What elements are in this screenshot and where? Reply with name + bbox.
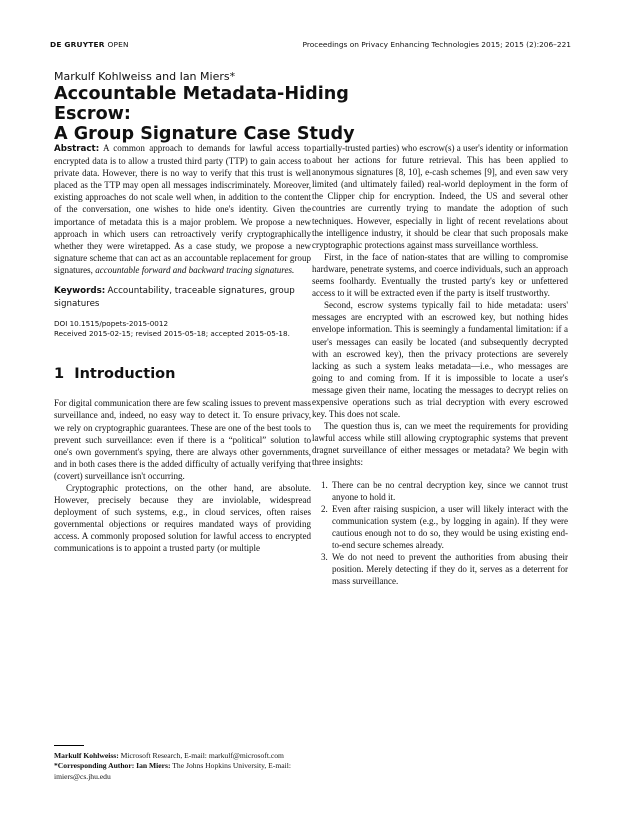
received-dates: Received 2015-02-15; revised 2015-05-18; accepted 2015-05-18.	[54, 329, 290, 339]
insights-list	[312, 479, 568, 588]
footnote-2-text: The Johns Hopkins University, E-mail: imiers@cs.jhu.edu	[54, 761, 291, 781]
footnote-1-text: Microsoft Research, E-mail: markulf@microsoft.com	[120, 751, 284, 760]
intro-paragraph-1: For digital communication there are few scaling issues to prevent mass surveillance and, indeed, no easy way to detect it. To ensure privacy, we rely on cryptographic guarantees. These are one of the best tools to prevent such surveillance: even if there is a “political” solution to one's own government's spying, there are always other governments, and in both cases there is the added difficulty of actually verifying that (covert) surveillance isn't occurring.	[54, 398, 311, 481]
list-item: 2. Even after raising suspicion, a user will likely interact with the communication system (e.g., by logging in again). If they were cautious enough not to do so, they would be using existing end-to-end secure schemes already.	[330, 503, 568, 551]
publisher-light: OPEN	[107, 40, 129, 49]
section-title: Introduction	[74, 366, 176, 383]
running-header	[50, 40, 571, 52]
right-column	[312, 142, 568, 587]
publisher-bold: DE GRUYTER	[50, 40, 105, 49]
title-line-2: A Group Signature Case Study	[54, 124, 355, 144]
intro-paragraph-2: Cryptographic protections, on the other hand, are absolute. However, precisely because they are inviolable, widespread deployment of such systems, e.g., in cloud services, often raises governmental objections or requires mandated ways of providing access. A commonly proposed solution for lawful access to encrypted communications is to appoint a trusted party (or multiple	[54, 482, 311, 554]
footnotes	[54, 751, 311, 782]
right-paragraph-2: First, in the face of nation-states that are willing to compromise hardware, penetrate systems, and coerce individuals, such an approach seems foolhardy. Eventually the trusted party's key or unfettered access to it will be extracted even if the party is itself trustworthy.	[312, 251, 568, 299]
paper-title	[54, 84, 414, 144]
journal-citation: Proceedings on Privacy Enhancing Technologies 2015; 2015 (2):206–221	[302, 40, 571, 49]
author-line: Markulf Kohlweiss and Ian Miers*	[54, 70, 236, 83]
footnote-1	[54, 751, 311, 761]
keywords	[54, 285, 311, 310]
keywords-text: Accountability, traceable signatures, group signatures	[54, 286, 295, 309]
publisher-name	[50, 40, 129, 49]
section-number: 1	[54, 366, 65, 383]
section-heading-introduction	[54, 366, 311, 383]
right-paragraph-3: Second, escrow systems typically fail to hide metadata: users' messages are encrypted with an escrowed key, but nothing hides envelope information. This is seemingly a fundamental limitation: if a user's messages can easily be located (and subsequently decrypted with an escrowed key), then the privacy protections are severely lacking as such a system leaks metadata—i.e., who messages are going to and coming from. If it is impossible to locate a user's message given their name, locating the messages to decrypt relies on expensive operations such as trial decryption with every escrowed key. This does not scale.	[312, 300, 568, 420]
footnote-2-name: *Corresponding Author: Ian Miers:	[54, 761, 171, 771]
title-line-1: Accountable Metadata-Hiding Escrow:	[54, 84, 349, 124]
keywords-label: Keywords:	[54, 286, 106, 297]
abstract-label: Abstract:	[54, 144, 100, 154]
right-paragraph-1: partially-trusted parties) who escrow(s) a user's identity or information about her actions for future retrieval. This has been applied to anonymous signatures [8, 10], e-cash schemes [9], and even saw very limited (and ultimately failed) real-world deployment in the form of the Clipper chip for encryption. Indeed, the US and several other countries are currently trying to mandate the adoption of such techniques. However, especially in light of recent revelations about the intelligence industry, it should be clear that such proposals make cryptographic protections against mass surveillance worthless.	[312, 143, 568, 250]
footnote-2	[54, 761, 311, 782]
abstract-text: A common approach to demands for lawful access to encrypted data is to allow a trusted third party (TTP) to gain access to private data. However, there is no way to verify that this trust is well placed as the TTP may open all messages indiscriminately. Moreover, existing approaches do not scale well when, in addition to the content of the conversation, one wishes to hide one's identity. Given the importance of metadata this is a major problem. We propose a new approach in which users can retroactively verify cryptographically whether they were wiretapped. As a case study, we propose a new signature scheme that can act as an accountable replacement for group signatures,	[54, 143, 312, 275]
doi: DOI 10.1515/popets-2015-0012	[54, 319, 169, 329]
right-paragraph-4: The question thus is, can we meet the requirements for providing lawful access while still allowing cryptographic systems that prevent dragnet surveillance of either messages or metadata? We begin with three insights:	[312, 421, 568, 468]
footnote-1-name: Markulf Kohlweiss:	[54, 751, 119, 760]
abstract	[54, 142, 311, 276]
list-item: 3. We do not need to prevent the authorities from abusing their position. Merely detecting if they do it, serves as a deterrent for mass surveillance.	[330, 551, 568, 587]
footnote-rule	[54, 745, 84, 746]
left-column	[54, 142, 311, 555]
abstract-emphasis: accountable forward and backward tracing signatures.	[95, 264, 295, 275]
list-item: 1. There can be no central decryption key, since we cannot trust anyone to hold it.	[330, 479, 568, 503]
